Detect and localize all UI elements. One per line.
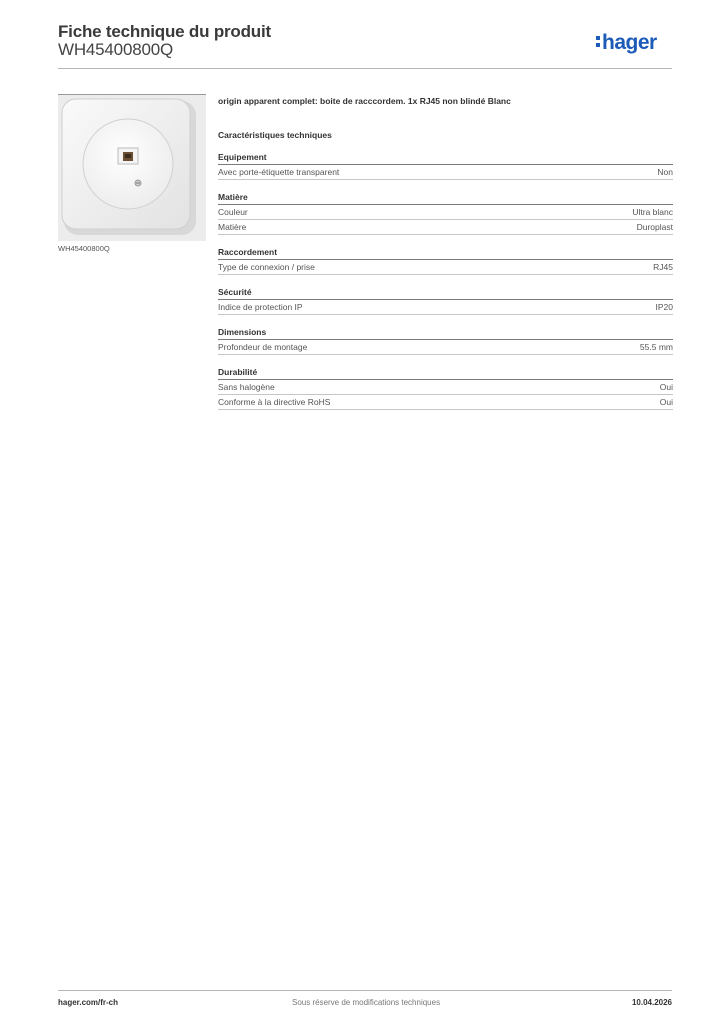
group-title: Dimensions [218,326,673,340]
spec-row [218,340,673,355]
rj45-socket-image [58,95,206,241]
spec-row [218,165,673,180]
spec-label: Avec porte-étiquette transparent [218,167,340,177]
group-title: Matière [218,191,673,205]
group-title: Equipement [218,151,673,165]
footer-divider [58,990,672,991]
spec-value: IP20 [655,302,673,312]
spec-value: Oui [659,382,673,392]
spec-label: Matière [218,222,247,232]
spec-value: RJ45 [653,262,673,272]
spec-value: Non [657,167,673,177]
group-title: Sécurité [218,286,673,300]
group-title: Durabilité [218,366,673,380]
spec-value: Oui [659,397,673,407]
specs-heading: Caractéristiques techniques [218,130,332,140]
product-image [58,94,206,241]
spec-label: Type de connexion / prise [218,262,315,272]
spec-label: Couleur [218,207,248,217]
spec-value: Ultra blanc [632,207,673,217]
logo-text: hager [602,31,657,54]
footer-notice: Sous réserve de modifications techniques [292,998,441,1007]
hager-logo [594,27,674,57]
spec-row [218,395,673,410]
spec-label: Conforme à la directive RoHS [218,397,331,407]
spec-label: Sans halogène [218,382,275,392]
product-image-caption: WH45400800Q [58,244,110,253]
spec-label: Profondeur de montage [218,342,308,352]
spec-value: 55.5 mm [639,342,673,352]
product-description: origin apparent complet: boite de racccordem. 1x RJ45 non blindé Blanc [218,96,511,106]
spec-row [218,205,673,220]
footer-website-link[interactable]: hager.com/fr-ch [58,998,119,1007]
spec-row [218,220,673,235]
spec-label: Indice de protection IP [218,302,303,312]
spec-row [218,380,673,395]
spec-content [218,94,673,410]
spec-row [218,260,673,275]
product-reference: WH45400800Q [58,40,173,59]
page-title: Fiche technique du produit [58,22,271,41]
spec-value: Duroplast [636,222,673,232]
spec-row [218,300,673,315]
group-title: Raccordement [218,246,673,260]
header-divider [58,68,672,69]
footer-date: 10.04.2026 [631,998,672,1007]
